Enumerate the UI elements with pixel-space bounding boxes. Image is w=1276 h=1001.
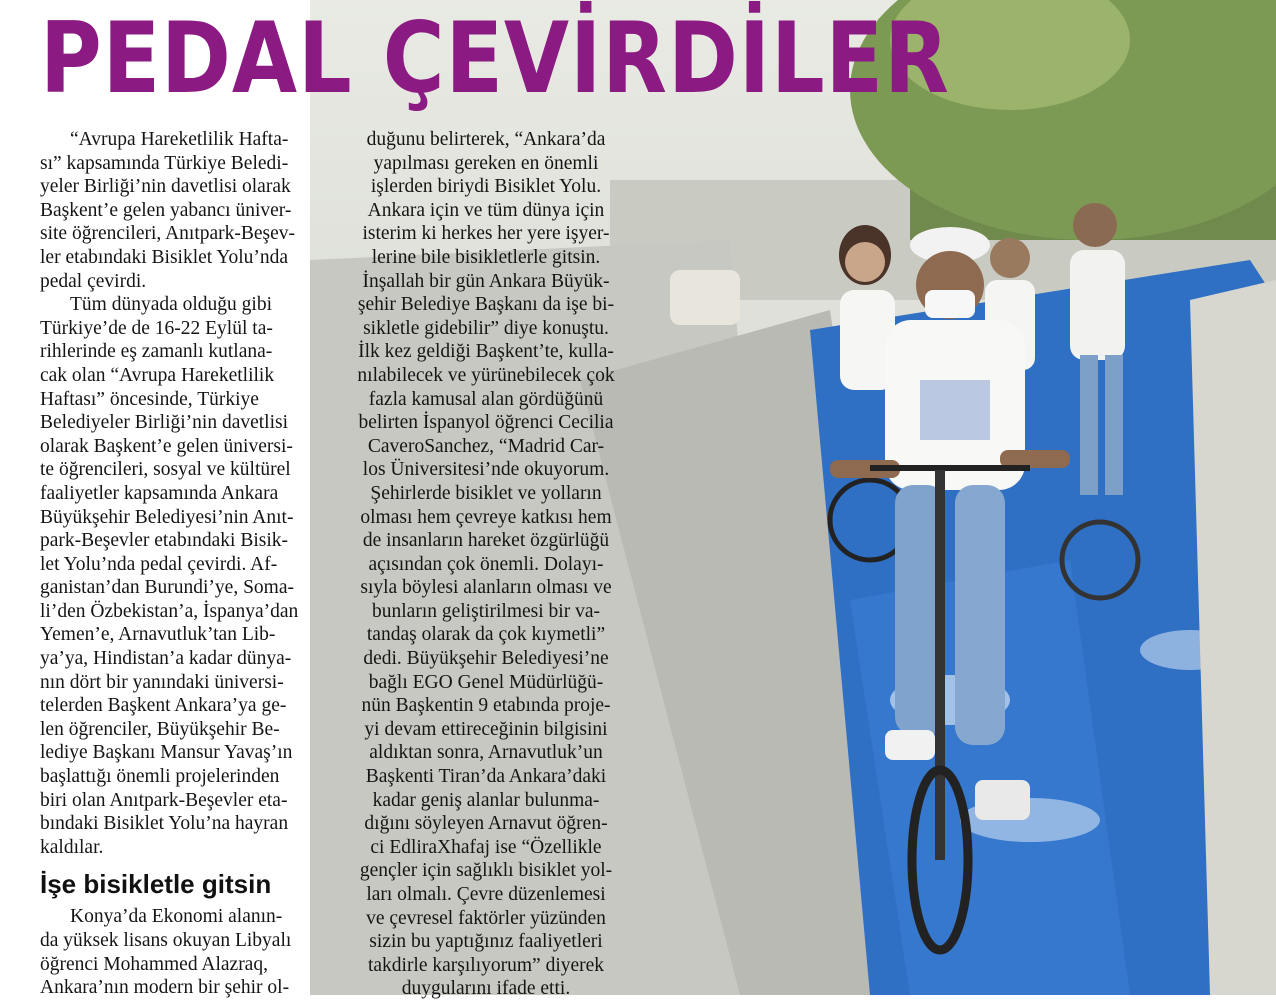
text-line: Yemen’e, Arnavutluk’tan Lib- [40,624,276,646]
text-line: site öğrencileri, Anıtpark-Beşev- [40,223,296,245]
text-line: yi devam ettireceğinin bilgisini [364,718,608,740]
text-line: yeler Birliği’nin davetlisi olarak [40,176,291,198]
text-line: başlattığı önemli projelerinden [40,766,280,788]
text-line: bağlı EGO Genel Müdürlüğü- [368,671,604,693]
text-line: olması hem çevreye katkısı hem [360,506,612,528]
text-line: ci EdliraXhafaj ise “Özellikle [370,836,602,858]
text-line: öğrenci Mohammed Alazraq, [40,953,268,975]
paragraph-3 [40,905,330,999]
text-line: Haftası” öncesinde, Türkiye [40,388,259,410]
text-line: da yüksek lisans okuyan Libyalı [40,930,292,951]
headline: PEDAL ÇEVİRDİLER [40,2,950,116]
article-column-2 [348,128,624,1001]
text-line: duygularını ifade etti. [401,978,571,1000]
text-line: isterim ki herkes her yere işyer- [362,223,610,245]
paragraph-2 [40,293,330,859]
parked-car [670,270,740,325]
text-line: “Avrupa Hareketlilik Hafta- [70,129,289,150]
text-line: Ankara için ve tüm dünya için [367,199,605,221]
text-line: dığını söyleyen Arnavut öğren- [364,813,608,835]
text-line: gençler için sağlıklı bisiklet yol- [359,860,613,882]
text-line: de insanların hareket özgürlüğü [362,530,610,552]
text-line: bındaki Bisiklet Yolu’na hayran [40,813,289,835]
text-line: ler etabındaki Bisiklet Yolu’nda [40,246,289,268]
text-line: takdirle karşılıyorum” diyerek [367,954,605,976]
text-line: Şehirlerde bisiklet ve yolların [370,482,602,504]
text-line: kadar geniş alanlar bulunma- [372,789,600,811]
text-line: şehir Belediye Başkanı da işe bi- [357,294,615,316]
text-line: sı” kapsamında Türkiye Beledi- [40,152,289,174]
text-line: len öğrenciler, Büyükşehir Be- [40,718,280,740]
text-line: sizin bu yaptığınız faaliyetleri [369,931,603,953]
article-column-1 [40,128,330,1000]
text-line: Türkiye’de de 16-22 Eylül ta- [40,317,273,339]
text-line: te öğrencileri, sosyal ve kültürel [40,459,291,481]
text-line: rihlerinde eş zamanlı kutlana- [40,341,273,363]
text-line: duğunu belirterek, “Ankara’da [366,129,606,150]
text-line: İnşallah bir gün Ankara Büyük- [362,270,610,292]
text-line: sikletle gidebilir” diye konuştu. [363,317,609,339]
text-line: Başkent’e gelen yabancı üniver- [40,199,292,221]
text-line: Tüm dünyada olduğu gibi [70,294,273,316]
text-line: İlk kez geldiği Başkent’te, kulla- [358,341,614,363]
subheading: İşe bisikletle gitsin [40,869,272,900]
text-line: aldıktan sonra, Arnavutluk’un [369,742,603,764]
text-line: li’den Özbekistan’a, İspanya’dan [40,600,299,622]
text-line: nılabilecek ve yürünebilecek çok [357,364,615,386]
text-line: yapılması gereken en önemli [373,152,599,174]
text-line: işlerden biriydi Bisiklet Yolu. [370,176,602,198]
text-line: dedi. Büyükşehir Belediyesi’ne [363,648,609,670]
text-line: ya’ya, Hindistan’a kadar dünya- [40,648,292,670]
text-line: belirten İspanyol öğrenci Cecilia [358,412,614,434]
text-line: Büyükşehir Belediyesi’nin Anıt- [40,506,294,528]
text-line: ganistan’dan Burundi’ye, Soma- [40,577,294,599]
paragraph-1 [40,128,330,293]
text-line: bunların geliştirilmesi bir va- [372,600,600,622]
text-line: cak olan “Avrupa Hareketlilik [40,364,275,386]
text-line: biri olan Anıtpark-Beşevler eta- [40,789,288,811]
text-line: sıyla böylesi alanların olması ve [360,577,612,599]
text-line: tandaş olarak da çok kıymetli” [366,624,606,646]
text-line: Konya’da Ekonomi alanın- [70,906,283,928]
text-line: fazla kamusal alan gördüğünü [368,388,604,410]
text-line: lerine bile bisikletlerle gitsin. [371,246,601,268]
text-line: telerden Başkent Ankara’ya ge- [40,695,287,717]
text-line: pedal çevirdi. [40,270,147,292]
text-line: nün Başkentin 9 etabında proje- [361,695,611,717]
text-line: ları olmalı. Çevre düzenlemesi [366,884,606,905]
text-line: lediye Başkanı Mansur Yavaş’ın [40,742,293,764]
text-line: açısından çok önemli. Dolayı- [368,553,604,575]
text-line: nın dört bir yanındaki üniversi- [40,671,284,693]
text-line: olarak Başkent’e gelen üniversi- [40,435,293,457]
text-line: ve çevresel faktörler yüzünden [366,907,606,929]
text-line: park-Beşevler etabındaki Bisik- [40,530,289,552]
text-line: kaldılar. [40,836,104,858]
text-line: faaliyetler kapsamında Ankara [40,482,279,504]
text-line: Belediyeler Birliği’nin davetlisi [40,412,289,434]
text-line: los Üniversitesi’nde okuyorum. [362,459,610,481]
text-line: let Yolu’nda pedal çevirdi. Af- [40,553,278,575]
text-line: CaveroSanchez, “Madrid Car- [367,435,605,457]
text-line: Başkenti Tiran’da Ankara’daki [365,766,607,788]
text-line: Ankara’nın modern bir şehir ol- [40,977,290,999]
